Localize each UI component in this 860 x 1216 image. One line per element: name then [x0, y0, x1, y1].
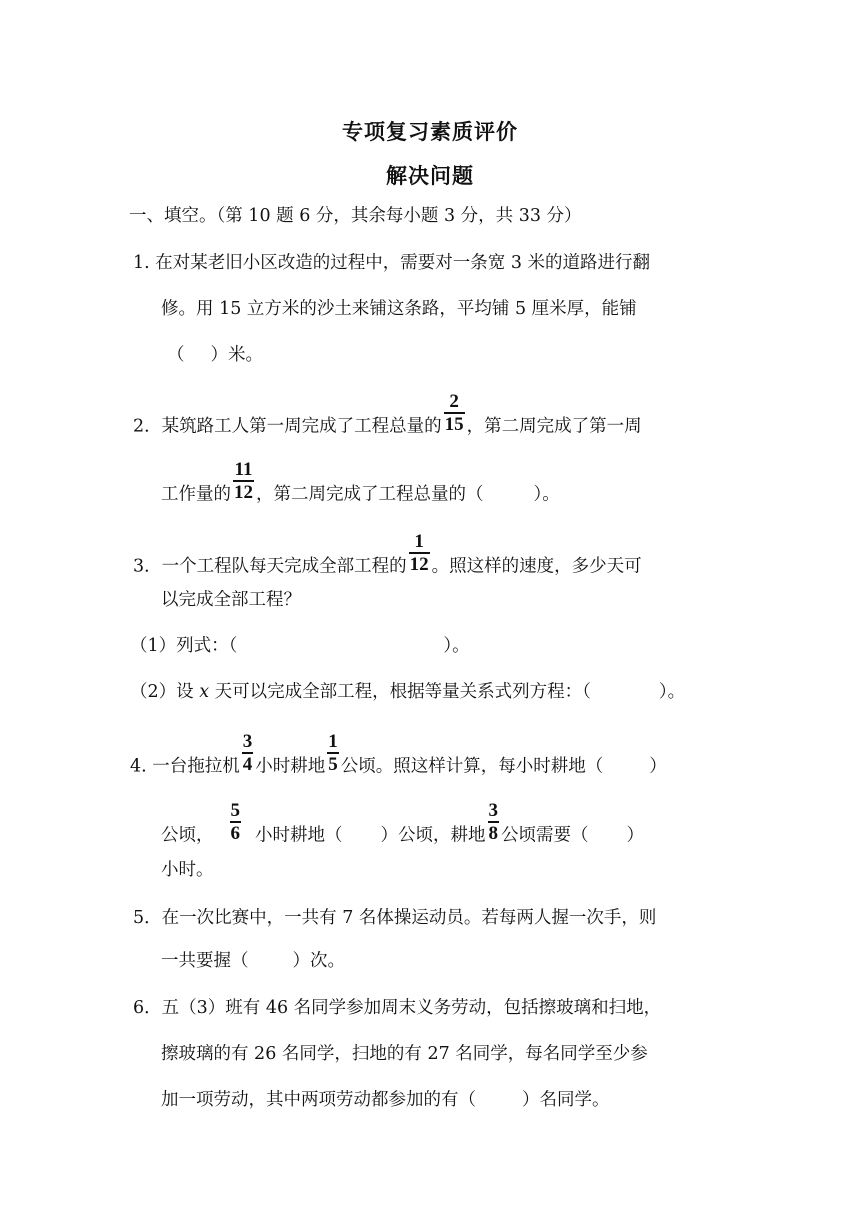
q3-line-1: 3．一个工程队每天完成全部工程的 $\frac{1}{12}$ 。照这样的速度，多少天可 — [133, 531, 642, 577]
q1-line-3: （ ）米。 — [167, 345, 263, 365]
fraction: $\frac{1}{5}$ — [328, 731, 338, 775]
fraction: $\frac{5}{6}$ — [230, 800, 240, 844]
q5-line-1: 5．在一次比赛中，一共有 7 名体操运动员。若每两人握一次手，则 — [133, 908, 657, 928]
section-heading: 一、填空。（第 10 题 6 分，其余每小题 3 分，共 33 分） — [129, 206, 582, 226]
page-title: 专项复习素质评价 — [342, 120, 518, 144]
fraction: $\frac{1}{12}$ — [409, 531, 429, 575]
q4-line-1: 4. 一台拖拉机 $\frac{3}{4}$ 小时耕地 $\frac{1}{5}$ 公顷。照这样计算，每小时耕地（ ） — [130, 731, 667, 777]
q1-line-1: 1. 在对某老旧小区改造的过程中，需要对一条宽 3 米的道路进行翻 — [133, 253, 651, 273]
q1-line-2: 修。用 15 立方米的沙土来铺这条路，平均铺 5 厘米厚，能铺 — [161, 299, 637, 319]
q3-sub-1: （1）列式：（ ）。 — [130, 636, 470, 656]
fraction: $\frac{3}{8}$ — [488, 800, 498, 844]
q2-line-1: 2．某筑路工人第一周完成了工程总量的 $\frac{2}{15}$ ，第二周完成了第一周 — [133, 391, 642, 437]
q6-line-1: 6．五（3）班有 46 名同学参加周末义务劳动，包括擦玻璃和扫地， — [133, 998, 662, 1018]
q4-line-2: 公顷， $\frac{5}{6}$ 小时耕地（ ）公顷，耕地 $\frac{3}{8}$ 公顷需要（ ） — [161, 800, 644, 846]
q6-line-3: 加一项劳动，其中两项劳动都参加的有（ ）名同学。 — [161, 1090, 610, 1110]
fraction: $\frac{3}{4}$ — [242, 731, 253, 775]
fraction: $\frac{2}{15}$ — [444, 391, 464, 435]
q3-sub-2: （2）设 x 天可以完成全部工程，根据等量关系式列方程：（ ）。 — [130, 682, 686, 702]
page-subtitle: 解决问题 — [386, 164, 474, 188]
q5-line-2: 一共要握（ ）次。 — [161, 951, 345, 971]
q4-line-3: 小时。 — [161, 860, 214, 880]
q6-line-2: 擦玻璃的有 26 名同学，扫地的有 27 名同学，每名同学至少参 — [161, 1044, 648, 1064]
q3-line-2: 以完成全部工程？ — [161, 590, 301, 610]
q2-line-2: 工作量的 $\frac{11}{12}$ ，第二周完成了工程总量的（ ）。 — [161, 459, 560, 505]
fraction: $\frac{11}{12}$ — [234, 459, 253, 503]
